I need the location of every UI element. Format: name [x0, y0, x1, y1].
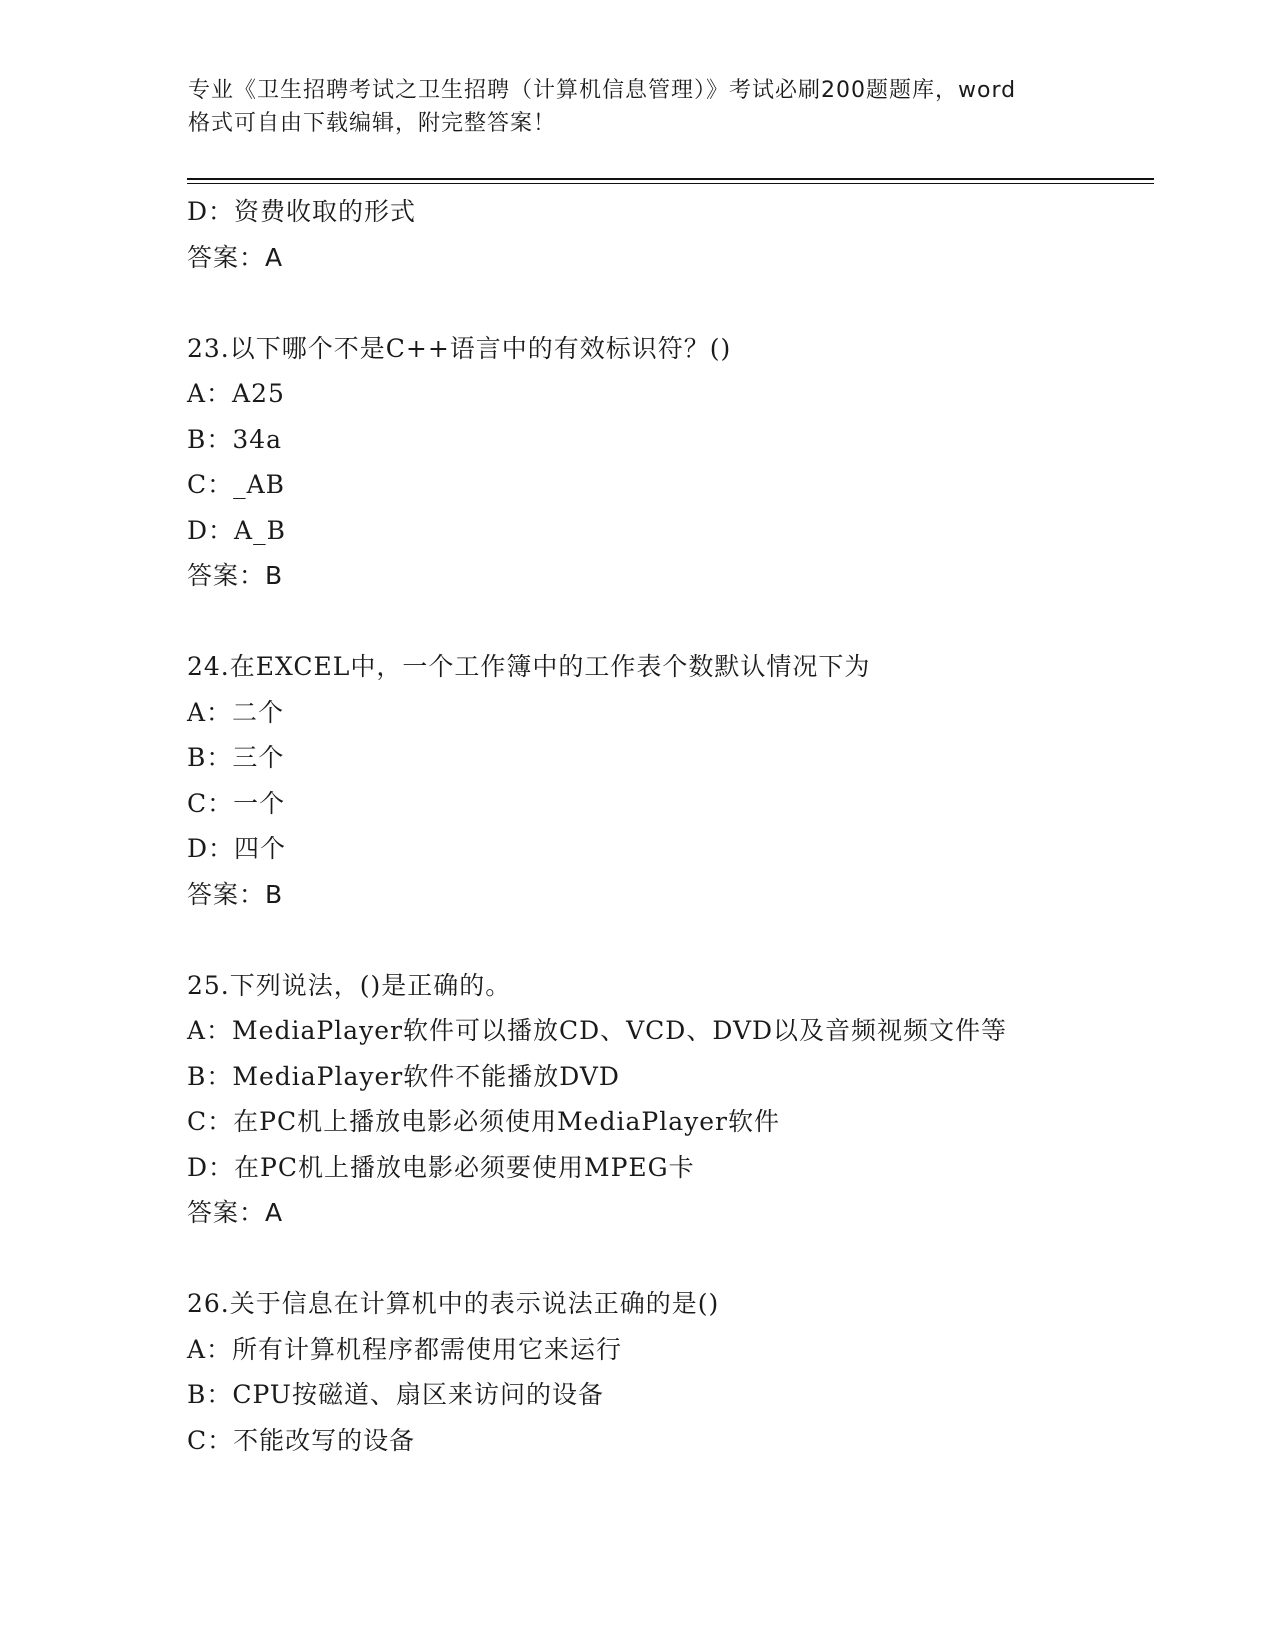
option-d: D：A_B [187, 515, 286, 545]
option-a: A：A25 [187, 379, 285, 408]
option-c: C：不能改写的设备 [187, 1425, 416, 1455]
answer-line: 答案：B [187, 561, 284, 590]
answer-line: 答案：B [187, 879, 284, 909]
option-d: D：在PC机上播放电影必须要使用MPEG卡 [187, 1152, 695, 1182]
question-23 [187, 326, 1147, 599]
answer-line: 答案：A [187, 242, 284, 272]
answer-line: 答案：A [187, 1198, 284, 1227]
spacer [187, 599, 1147, 645]
header-line-1: 专业《卫生招聘考试之卫生招聘（计算机信息管理）》考试必刷200题题库，word [188, 78, 1017, 103]
option-c: C：一个 [187, 788, 286, 818]
spacer [187, 1236, 1147, 1282]
header-line-2: 格式可自由下载编辑，附完整答案！ [188, 111, 557, 136]
header-rule-thin [187, 183, 1154, 184]
question-stem: 25.下列说法，()是正确的。 [187, 970, 512, 1000]
option-b: B：三个 [187, 743, 285, 772]
option-d: D：资费收取的形式 [187, 197, 417, 226]
option-a: A：MediaPlayer软件可以播放CD、VCD、DVD以及音频视频文件等 [187, 1016, 1008, 1045]
option-b: B：MediaPlayer软件不能播放DVD [187, 1061, 620, 1091]
option-d: D：四个 [187, 834, 287, 863]
option-b: B：34a [187, 424, 283, 454]
question-stem: 26.关于信息在计算机中的表示说法正确的是() [187, 1289, 720, 1318]
spacer [187, 917, 1147, 963]
option-c: C：_AB [187, 470, 286, 499]
option-a: A：所有计算机程序都需使用它来运行 [187, 1334, 623, 1364]
spacer [187, 280, 1147, 326]
question-26 [187, 1281, 1147, 1463]
option-a: A：二个 [187, 697, 285, 727]
document-header [188, 74, 1088, 140]
question-list [187, 189, 1147, 1463]
question-25 [187, 963, 1147, 1236]
question-stem: 24.在EXCEL中，一个工作簿中的工作表个数默认情况下为 [187, 652, 871, 681]
option-b: B：CPU按磁道、扇区来访问的设备 [187, 1380, 604, 1409]
question-stem: 23.以下哪个不是C++语言中的有效标识符？() [187, 333, 732, 363]
question-24 [187, 644, 1147, 917]
header-rule-thick [187, 178, 1154, 180]
option-c: C：在PC机上播放电影必须使用MediaPlayer软件 [187, 1107, 780, 1136]
